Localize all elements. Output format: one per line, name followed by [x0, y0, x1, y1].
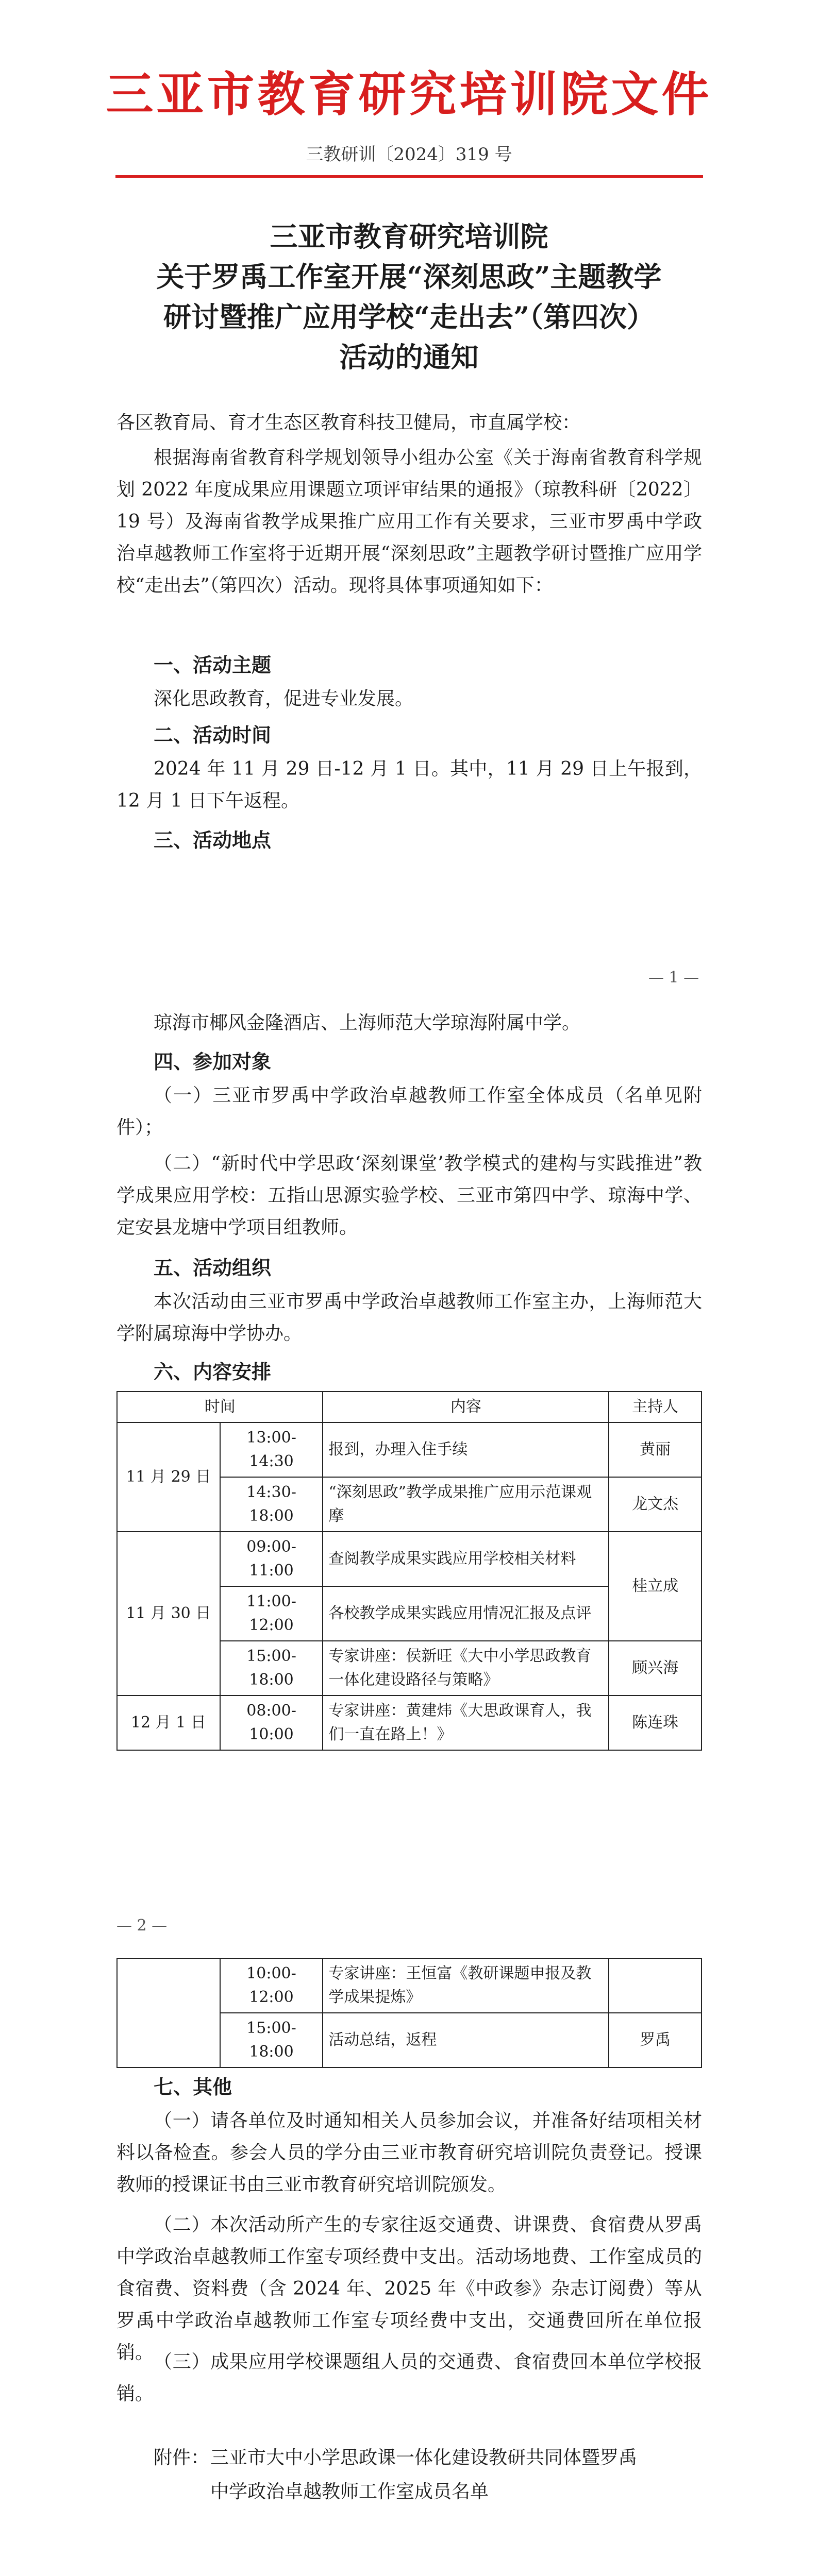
table-row	[117, 1958, 702, 2013]
content-cell: 查阅教学成果实践应用学校相关材料	[323, 1532, 609, 1586]
host-cell: 龙文杰	[609, 1477, 702, 1532]
section-1-heading: 一、活动主题	[154, 653, 272, 676]
section-3-heading: 三、活动地点	[154, 828, 272, 852]
attachment-line-1: 三亚市大中小学思政课一体化建设教研共同体暨罗禹	[210, 2447, 638, 2468]
host-cell: 桂立成	[609, 1532, 702, 1641]
header-time: 时间	[117, 1392, 323, 1422]
content-cell: 专家讲座：侯新旺《大中小学思政教育一体化建设路径与策略》	[323, 1641, 609, 1696]
section-7-item-1: （一）请各单位及时通知相关人员参加会议，并准备好结项相关材料以备检查。参会人员的学分由三亚市教育研究培训院负责登记。授课教师的授课证书由三亚市教育研究培训院颁发。	[116, 2110, 702, 2195]
date-cell: 12 月 1 日	[117, 1696, 220, 1750]
section-3-text: 琼海市椰风金隆酒店、上海师范大学琼海附属中学。	[154, 1012, 581, 1033]
red-divider	[115, 175, 703, 178]
table-row	[117, 1696, 702, 1750]
date-cell: 11 月 29 日	[117, 1422, 220, 1532]
section-2-text: 2024 年 11 月 29 日-12 月 1 日。其中，11 月 29 日上午报到，12 月 1 日下午返程。	[116, 758, 702, 811]
section-7-heading: 七、其他	[154, 2075, 232, 2098]
host-cell: 陈连珠	[609, 1696, 702, 1750]
content-cell: 专家讲座：黄建炜《大思政课育人，我们一直在路上！》	[323, 1696, 609, 1750]
date-cell: 11 月 30 日	[117, 1532, 220, 1696]
section-4-item-1: （一）三亚市罗禹中学政治卓越教师工作室全体成员（名单见附件）；	[116, 1085, 702, 1138]
slot-cell: 15:00-18:00	[220, 1641, 323, 1696]
title-line-1: 三亚市教育研究培训院	[270, 220, 548, 253]
attachment-line-2: 中学政治卓越教师工作室成员名单	[210, 2481, 489, 2502]
attachment-label: 附件：	[154, 2447, 210, 2468]
date-cell-empty	[117, 1958, 220, 2067]
content-cell: 专家讲座：王恒富《教研课题申报及教学成果提炼》	[323, 1958, 609, 2013]
slot-cell: 13:00-14:30	[220, 1422, 323, 1477]
host-cell: 黄丽	[609, 1422, 702, 1477]
content-cell: 活动总结，返程	[323, 2013, 609, 2067]
slot-cell: 15:00-18:00	[220, 2013, 323, 2067]
host-cell: 罗禹	[609, 2013, 702, 2067]
slot-cell: 08:00-10:00	[220, 1696, 323, 1750]
schedule-table-continued	[116, 1958, 702, 2068]
intro-paragraph: 根据海南省教育科学规划领导小组办公室《关于海南省教育科学规划 2022 年度成果应用课题立项评审结果的通报》（琼教科研〔2022〕19 号）及海南省教学成果推广应用工作有关要求，三亚市罗禹中学政治卓越教师工作室将于近期开展“深刻思政”主题教学研讨暨推广应用学校“走出去”（第四次）活动。现将具体事项通知如下：	[116, 447, 702, 596]
content-cell: “深刻思政”教学成果推广应用示范课观摩	[323, 1477, 609, 1532]
content-cell: 报到，办理入住手续	[323, 1422, 609, 1477]
title-line-4: 活动的通知	[339, 341, 479, 374]
header-host: 主持人	[609, 1392, 702, 1422]
section-5-heading: 五、活动组织	[154, 1256, 272, 1279]
host-cell: 顾兴海	[609, 1641, 702, 1696]
table-row	[117, 1532, 702, 1586]
schedule-table	[116, 1391, 702, 1751]
slot-cell: 09:00-11:00	[220, 1532, 323, 1586]
slot-cell: 11:00-12:00	[220, 1586, 323, 1641]
section-4-heading: 四、参加对象	[154, 1050, 272, 1073]
title-line-3: 研讨暨推广应用学校“走出去”（第四次）	[163, 300, 655, 333]
schedule-header-row	[117, 1392, 702, 1422]
table-row	[117, 1422, 702, 1477]
section-4-item-2: （二）“新时代中学思政‘深刻课堂’教学模式的建构与实践推进”教学成果应用学校：五指山思源实验学校、三亚市第四中学、琼海中学、定安县龙塘中学项目组教师。	[116, 1153, 702, 1238]
section-7-item-3: （三）成果应用学校课题组人员的交通费、食宿费回本单位学校报销。	[116, 2351, 702, 2404]
document-masthead: 三亚市教育研究培训院文件	[106, 66, 712, 122]
section-1-text: 深化思政教育，促进专业发展。	[154, 688, 414, 709]
document-number: 三教研训〔2024〕319 号	[306, 144, 512, 165]
slot-cell: 14:30-18:00	[220, 1477, 323, 1532]
slot-cell: 10:00-12:00	[220, 1958, 323, 2013]
section-7-item-2: （二）本次活动所产生的专家往返交通费、讲课费、食宿费从罗禹中学政治卓越教师工作室专项经费中支出。活动场地费、工作室成员的食宿费、资料费（含 2024 年、2025 年《中政参》杂志订阅费）等从罗禹中学政治卓越教师工作室专项经费中支出，交通费回所在单位报销。	[116, 2214, 702, 2363]
header-content: 内容	[323, 1392, 609, 1422]
section-2-heading: 二、活动时间	[154, 723, 272, 747]
section-5-text: 本次活动由三亚市罗禹中学政治卓越教师工作室主办，上海师范大学附属琼海中学协办。	[116, 1291, 702, 1344]
salutation: 各区教育局、育才生态区教育科技卫健局，市直属学校：	[116, 412, 581, 433]
content-cell: 各校教学成果实践应用情况汇报及点评	[323, 1586, 609, 1641]
title-line-2: 关于罗禹工作室开展“深刻思政”主题教学	[156, 260, 662, 293]
host-cell-empty	[609, 1958, 702, 2013]
page-number-2: — 2 —	[116, 1917, 168, 1935]
page-number-1: — 1 —	[648, 969, 699, 987]
section-6-heading: 六、内容安排	[154, 1360, 272, 1383]
